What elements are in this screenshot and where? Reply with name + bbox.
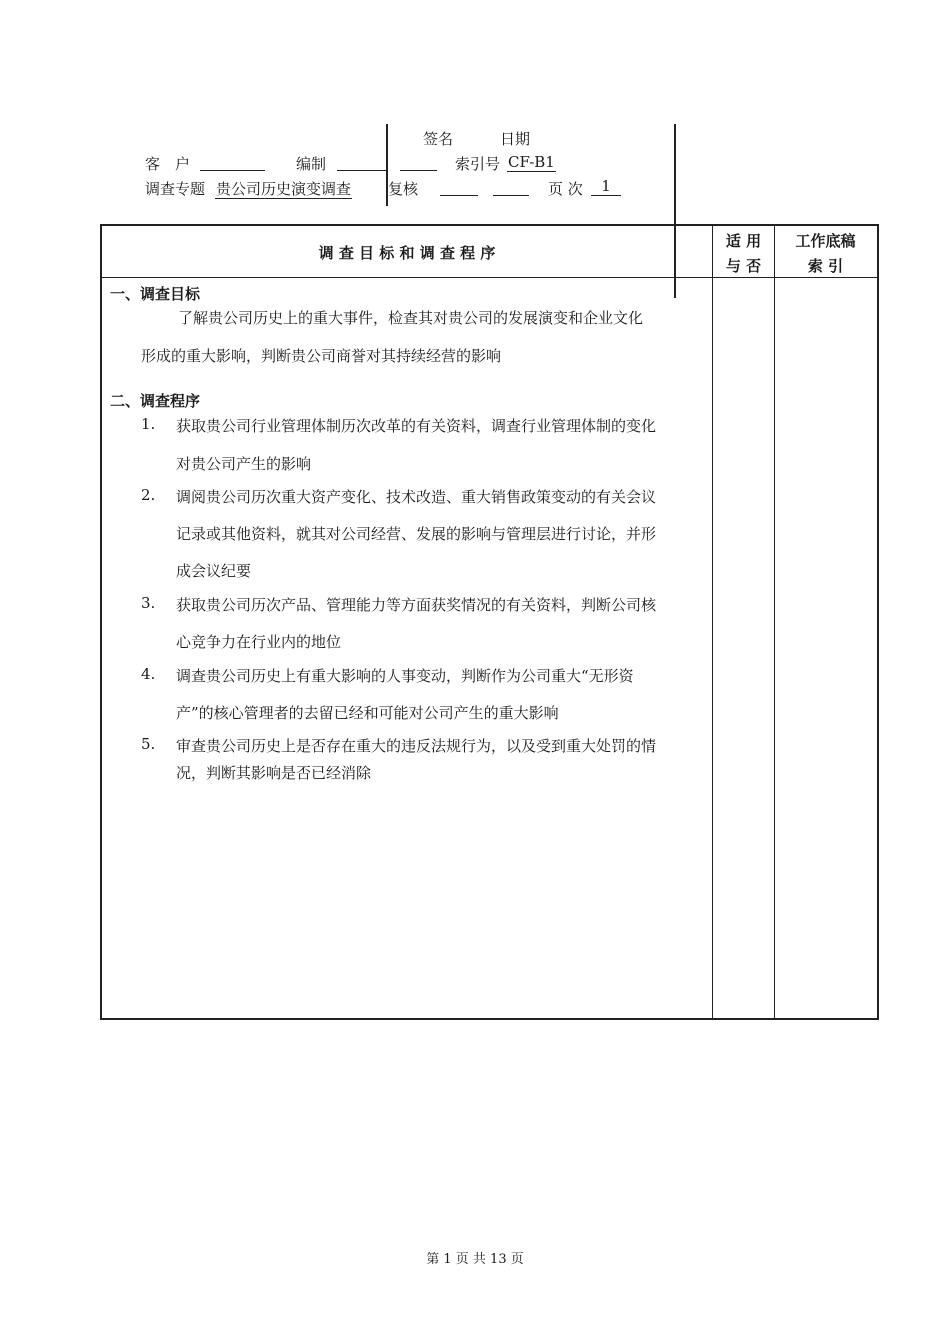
procedure-item-line: 获取贵公司历次产品、管理能力等方面获奖情况的有关资料，判断公司核 — [176, 596, 657, 614]
date-label: 日期 — [500, 130, 531, 148]
procedure-item-number: 4. — [141, 665, 156, 683]
sign-label: 签名 — [423, 130, 454, 148]
table-header-divider — [100, 277, 877, 278]
procedure-item-number: 2. — [141, 486, 156, 504]
client-field[interactable] — [200, 153, 265, 171]
page-value: 1 — [591, 178, 621, 196]
topic-value — [215, 178, 352, 199]
topic-label: 调查专题 — [145, 180, 206, 198]
review-sign-field[interactable] — [440, 178, 478, 196]
procedure-item-line: 对贵公司产生的影响 — [176, 455, 312, 473]
col-header-main: 调 查 目 标 和 调 查 程 序 — [318, 244, 496, 262]
topic-value-text: 贵公司历史演变调查 — [216, 180, 352, 198]
section-procedure-title: 二、调查程序 — [110, 392, 201, 410]
procedure-item-line: 获取贵公司行业管理体制历次改革的有关资料，调查行业管理体制的变化 — [176, 417, 657, 435]
prepared-label: 编制 — [296, 155, 327, 173]
procedure-item-number: 1. — [141, 415, 156, 433]
index-value-text: CF-B1 — [508, 153, 555, 171]
procedure-item-number: 5. — [141, 735, 156, 753]
procedure-item-line: 调查贵公司历史上有重大影响的人事变动，判断作为公司重大“无形资 — [176, 667, 634, 685]
procedure-item-line: 心竞争力在行业内的地位 — [176, 633, 342, 651]
procedure-item-line: 审查贵公司历史上是否存在重大的违反法规行为，以及受到重大处罚的情 — [176, 737, 657, 755]
procedure-item-line: 记录或其他资料，就其对公司经营、发展的影响与管理层进行讨论，并形 — [176, 525, 657, 543]
procedure-item-line: 调阅贵公司历次重大资产变化、技术改造、重大销售政策变动的有关会议 — [176, 488, 657, 506]
procedure-item-line: 产”的核心管理者的去留已经和可能对公司产生的重大影响 — [176, 704, 559, 722]
review-date-field[interactable] — [493, 178, 529, 196]
client-label: 客 户 — [145, 155, 191, 173]
procedure-item-number: 3. — [141, 594, 156, 612]
page-footer: 第 1 页 共 13 页 — [426, 1252, 524, 1267]
page-label: 页 次 — [548, 180, 583, 198]
procedure-item-line: 成会议纪要 — [176, 562, 252, 580]
col-header-index-2: 索 引 — [807, 257, 844, 275]
col-header-applicable-1: 适 用 — [725, 232, 762, 250]
section-objective-title: 一、调查目标 — [110, 285, 201, 303]
prepared-sign-field[interactable] — [337, 153, 387, 171]
prepared-date-field[interactable] — [400, 153, 437, 171]
procedure-item-line: 况，判断其影响是否已经消除 — [176, 764, 372, 782]
table-col-divider-2 — [774, 224, 775, 1018]
review-label: 复核 — [388, 180, 419, 198]
col-header-index-1: 工作底稿 — [795, 232, 856, 250]
index-value — [507, 153, 556, 171]
objective-text-line: 形成的重大影响，判断贵公司商誉对其持续经营的影响 — [141, 347, 502, 365]
col-header-applicable-2: 与 否 — [725, 257, 762, 275]
index-label: 索引号 — [455, 155, 501, 173]
objective-text-line: 了解贵公司历史上的重大事件，检查其对贵公司的发展演变和企业文化 — [178, 309, 644, 327]
table-col-divider-1 — [712, 224, 713, 1018]
procedure-table — [100, 224, 879, 1020]
header-divider-left — [386, 124, 388, 206]
